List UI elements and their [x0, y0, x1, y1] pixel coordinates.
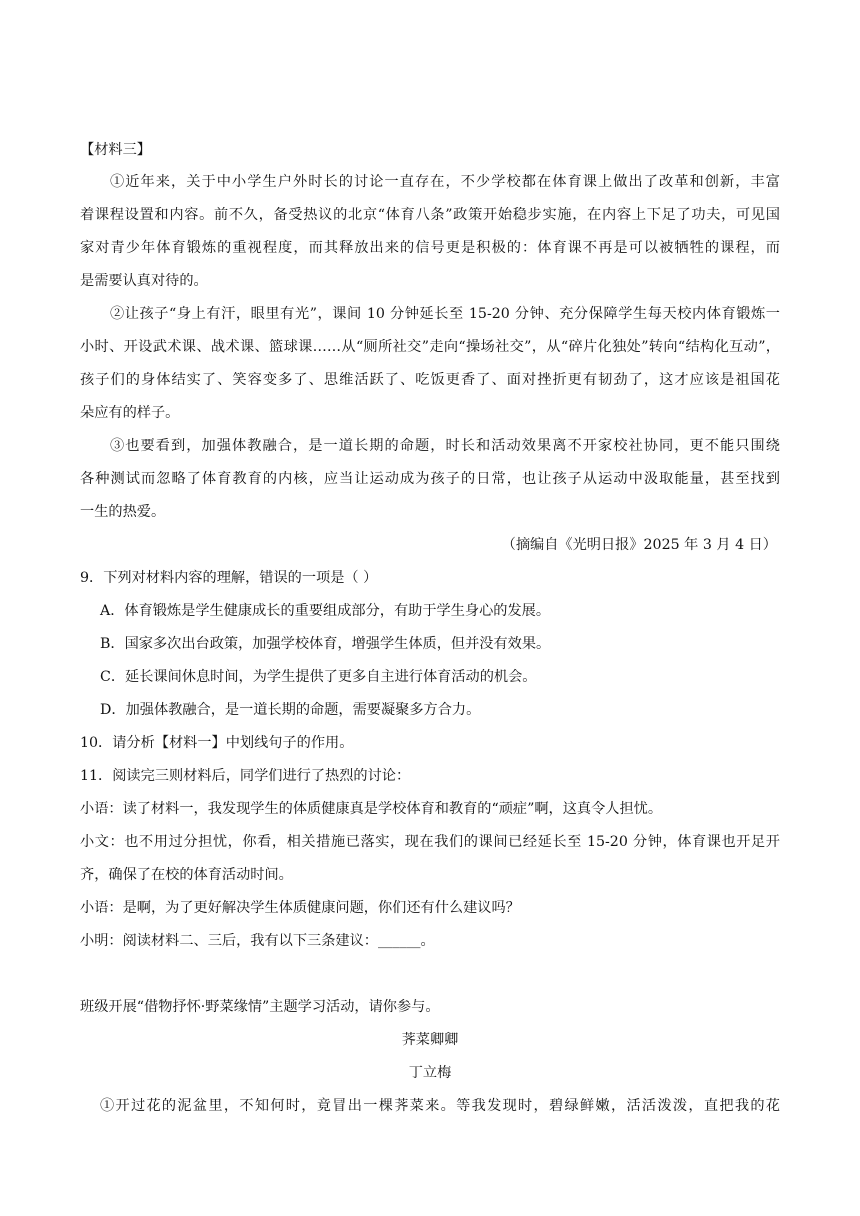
- q9-option-b: B．国家多次出台政策，加强学校体育，增强学生体质，但并没有效果。: [100, 636, 551, 652]
- material3-p2-line4: 朵应有的样子。: [80, 405, 180, 421]
- essay-author: 丁立梅: [408, 1065, 452, 1081]
- q11-stem: 11．阅读完三则材料后，同学们进行了热烈的讨论：: [80, 768, 411, 784]
- material3-p3-line1: ③也要看到，加强体教融合，是一道长期的命题，时长和活动效果离不开家校社协同，更不能只围绕: [110, 438, 780, 454]
- q10-stem: 10．请分析【材料一】中划线句子的作用。: [80, 735, 354, 751]
- q9-stem: 9．下列对材料内容的理解，错误的一项是（ ）: [80, 570, 378, 586]
- q9-option-d: D．加强体教融合，是一道长期的命题，需要凝聚多方合力。: [100, 702, 481, 718]
- q9-option-c: C．延长课间休息时间，为学生提供了更多自主进行体育活动的机会。: [100, 669, 537, 685]
- q11-xiaowen-line2: 齐，确保了在校的体育活动时间。: [80, 867, 293, 883]
- material3-p2-line1: ②让孩子“身上有汗，眼里有光”，课间 10 分钟延长至 15-20 分钟、充分保障学生每天校内体育锻炼一: [110, 306, 780, 322]
- q9-option-a: A．体育锻炼是学生健康成长的重要组成部分，有助于学生身心的发展。: [100, 603, 551, 619]
- material3-source: （摘编自《光明日报》2025 年 3 月 4 日）: [501, 537, 777, 553]
- q11-xiaoyu-2: 小语：是啊，为了更好解决学生体质健康问题，你们还有什么建议吗？: [80, 900, 520, 916]
- activity-intro: 班级开展“借物抒怀·野菜缘情”主题学习活动，请你参与。: [80, 999, 440, 1015]
- q11-xiaoyu-1: 小语：读了材料一，我发现学生的体质健康真是学校体育和教育的“顽症”啊，这真令人担忧。: [80, 801, 663, 817]
- material3-p1-line2: 着课程设置和内容。前不久，备受热议的北京“体育八条”政策开始稳步实施，在内容上下足了功夫，可见国: [80, 207, 780, 223]
- material3-p3-line3: 一生的热爱。: [80, 504, 166, 520]
- material3-p1-line4: 是需要认真对待的。: [80, 273, 208, 289]
- material3-p1-line1: ①近年来，关于中小学生户外时长的讨论一直存在，不少学校都在体育课上做出了改革和创新，丰富: [110, 174, 780, 190]
- q11-xiaoming: 小明：阅读材料二、三后，我有以下三条建议：______。: [80, 933, 435, 949]
- q11-xiaowen-line1: 小文：也不用过分担忧，你看，相关措施已落实，现在我们的课间已经延长至 15-20 分钟，体育课也开足开: [80, 834, 780, 850]
- material3-p2-line2: 小时、开设武术课、战术课、篮球课……从“厕所社交”走向“操场社交”，从“碎片化独处”转向“结构化互动”，: [80, 339, 780, 355]
- material3-p1-line3: 家对青少年体育锻炼的重视程度，而其释放出来的信号更是积极的：体育课不再是可以被牺牲的课程，而: [80, 240, 780, 256]
- material3-p3-line2: 各种测试而忽略了体育教育的内核，应当让运动成为孩子的日常，也让孩子从运动中汲取能量，甚至找到: [80, 471, 780, 487]
- essay-title: 荠菜卿卿: [401, 1032, 459, 1048]
- material3-heading: 【材料三】: [80, 142, 151, 158]
- essay-p1-line1: ①开过花的泥盆里，不知何时，竟冒出一棵荠菜来。等我发现时，碧绿鲜嫩，活活泼泼，直把我的花: [100, 1098, 780, 1114]
- material3-p2-line3: 孩子们的身体结实了、笑容变多了、思维活跃了、吃饭更香了、面对挫折更有韧劲了，这才应该是祖国花: [80, 372, 780, 388]
